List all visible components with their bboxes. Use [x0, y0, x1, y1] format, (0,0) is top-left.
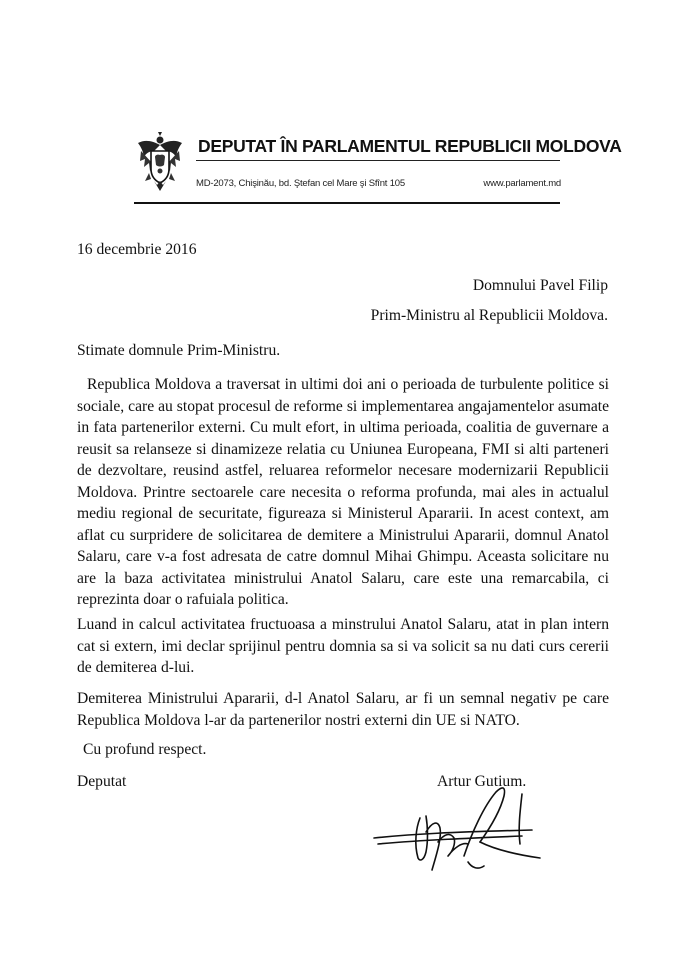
letterhead-address: MD-2073, Chişinău, bd. Ştefan cel Mare şi Sfînt 105: [196, 178, 405, 189]
coat-of-arms-icon: [135, 131, 185, 197]
body-paragraph: Demiterea Ministrului Apararii, d-l Anatol Salaru, ar fi un semnal negativ pe care Republica Moldova l-ar da partenerilor nostri externi din UE si NATO.: [77, 690, 609, 729]
letterhead-title: DEPUTAT ÎN PARLAMENTUL REPUBLICII MOLDOVA: [198, 136, 622, 156]
body-paragraph: Republica Moldova a traversat in ultimi doi ani o perioada de turbulente politice si sociale, care au stopat procesul de reforme si implementarea angajamentelor asumate in fata partenerilor externi. Cu mult efort, in ultima perioada, coalitia de guvernare a reusit sa relanseze si dinamizeze relatia cu Uniunea Europeana, FMI si alti parteneri de dezvoltare, reusind astfel, reluarea reformelor necesare modernizarii Republicii Moldova. Printre sectoarele care necesita o reforma profunda, mai ales in actualul mediu regional de securitate, figureaza si Ministerul Apararii. In acest context, am aflat cu surpridere de solicitarea de demitere a Ministrului Apararii, domnul Anatol Salaru, care v-a fost adresata de catre domnul Mihai Ghimpu. Aceasta solicitare nu are la baza activitatea ministrului Anatol Salaru, care este una remarcabila, ci reprezinta doar o rafuiala politica.: [77, 376, 609, 608]
signer-role: Deputat: [77, 773, 127, 790]
salutation: Stimate domnule Prim-Ministru.: [77, 342, 281, 359]
letterhead-bottom-rule: [134, 202, 560, 204]
letterhead-website: www.parlament.md: [483, 178, 561, 189]
signer-name: Artur Gutium.: [437, 773, 527, 790]
recipient-title: Prim-Ministru al Republicii Moldova.: [370, 307, 608, 324]
letter-date: 16 decembrie 2016: [77, 241, 197, 258]
closing-phrase: Cu profund respect.: [83, 741, 207, 758]
handwritten-signature-icon: [372, 772, 552, 882]
recipient-name: Domnului Pavel Filip: [472, 277, 608, 294]
body-paragraph: Luand in calcul activitatea fructuoasa a minstrului Anatol Salaru, atat in plan intern cat si extern, imi declar sprijinul pentru domnia sa si va solicit sa nu dati curs cererii de demiterea d-lui.: [77, 616, 609, 676]
letterhead-divider: [196, 160, 560, 161]
